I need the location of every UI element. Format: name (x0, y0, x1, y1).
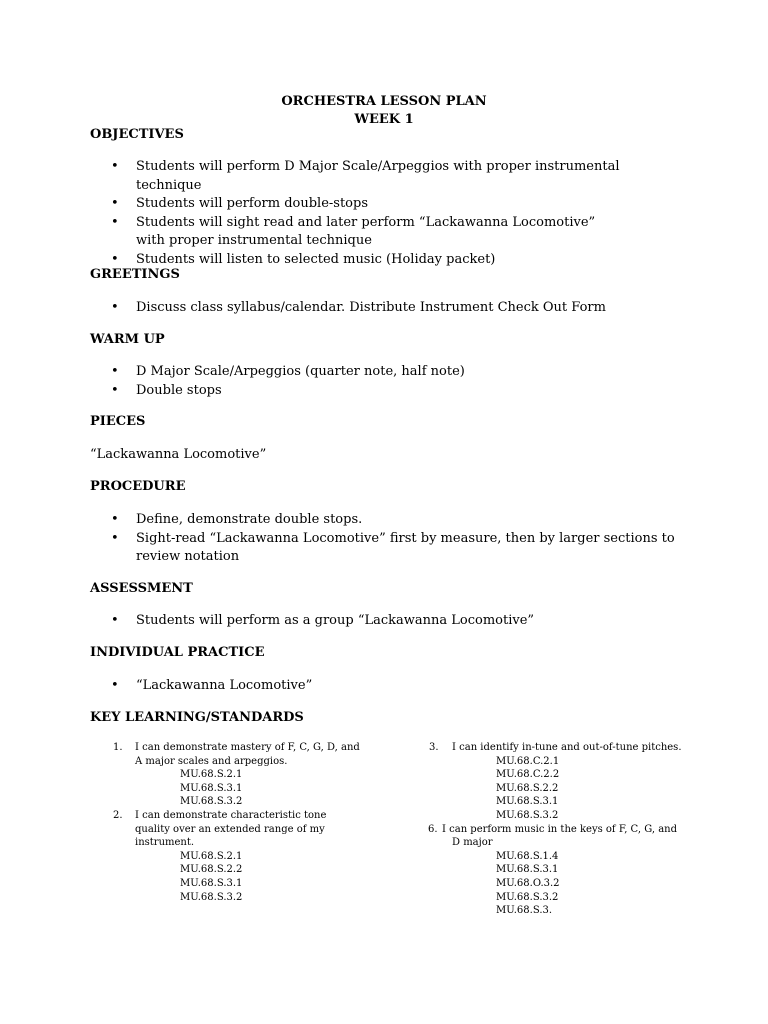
standard-code: MU.68.S.3.1 (180, 877, 243, 889)
standard-code: MU.68.C.2.2 (496, 769, 560, 781)
document-subtitle: WEEK 1 (354, 112, 414, 127)
list-item: • Students will perform double-stops (90, 195, 670, 214)
list-item: • Students will listen to selected music (Holiday packet) (90, 251, 670, 270)
standard-code: MU.68.S.3. (496, 905, 553, 917)
warmup-list (90, 363, 670, 400)
standard-code: MU.68.S.2.2 (496, 782, 559, 794)
standard-code: MU.68.S.3.2 (496, 891, 559, 903)
assessment-heading: ASSESSMENT (90, 581, 193, 596)
standard-item (428, 823, 688, 918)
greetings-heading: GREETINGS (90, 267, 180, 282)
standard-number: 2. (113, 809, 123, 821)
list-item: • Define, demonstrate double stops. (90, 511, 670, 530)
standard-code: MU.68.C.2.1 (496, 755, 560, 767)
standard-codes (135, 768, 373, 809)
pieces-text: “Lackawanna Locomotive” (90, 447, 267, 462)
standard-text: I can perform music in the keys of F, C, G, and D major (442, 823, 677, 849)
standard-code: MU.68.S.1.4 (496, 850, 559, 862)
list-item: • Students will sight read and later perform “Lackawanna Locomotive” with proper instrumental technique (90, 214, 626, 251)
list-item: • Double stops (90, 382, 670, 401)
standard-text: I can demonstrate characteristic tone quality over an extended range of my instrument. (135, 809, 327, 849)
standard-text: I can demonstrate mastery of F, C, G, D, and A major scales and arpeggios. (135, 742, 360, 767)
practice-list (90, 677, 670, 696)
greetings-list (90, 299, 670, 318)
objectives-heading: OBJECTIVES (90, 127, 184, 142)
standard-item (113, 741, 373, 809)
standard-text: I can identify in-tune and out-of-tune pitches. (452, 742, 682, 753)
standards-right-column (428, 741, 688, 918)
standard-code: MU.68.S.3.2 (496, 809, 559, 821)
standard-number: 6. (428, 823, 438, 835)
standard-number: 3. (429, 742, 439, 753)
title-block (0, 93, 768, 129)
document-title: ORCHESTRA LESSON PLAN (281, 94, 487, 109)
pieces-heading: PIECES (90, 414, 146, 429)
warmup-heading: WARM UP (90, 332, 165, 347)
standards-heading: KEY LEARNING/STANDARDS (90, 710, 304, 725)
standard-code: MU.68.S.3.1 (180, 782, 243, 794)
list-item: • D Major Scale/Arpeggios (quarter note, half note) (90, 363, 670, 382)
standard-codes (442, 850, 688, 918)
standard-number: 1. (113, 742, 123, 753)
list-item: • Students will perform D Major Scale/Arpeggios with proper instrumental technique (90, 158, 670, 195)
standard-code: MU.68.S.2.1 (180, 769, 243, 781)
standard-item (428, 741, 688, 823)
standard-code: MU.68.S.2.1 (180, 850, 243, 862)
standard-codes (452, 755, 688, 823)
standard-item (113, 809, 373, 904)
standard-code: MU.68.O.3.2 (496, 877, 560, 889)
standard-code: MU.68.S.3.2 (180, 796, 243, 808)
practice-heading: INDIVIDUAL PRACTICE (90, 645, 265, 660)
standard-code: MU.68.S.2.2 (180, 864, 243, 876)
procedure-list (90, 511, 675, 567)
standard-codes (135, 850, 373, 904)
assessment-list (90, 612, 670, 631)
list-item: • Discuss class syllabus/calendar. Distribute Instrument Check Out Form (90, 299, 670, 318)
standards-left-column (113, 741, 373, 904)
objectives-list (90, 158, 670, 269)
standard-code: MU.68.S.3.2 (180, 891, 243, 903)
list-item: • “Lackawanna Locomotive” (90, 677, 670, 696)
standard-code: MU.68.S.3.1 (496, 796, 559, 808)
list-item: • Students will perform as a group “Lackawanna Locomotive” (90, 612, 670, 631)
standard-code: MU.68.S.3.1 (496, 864, 559, 876)
list-item: • Sight-read “Lackawanna Locomotive” first by measure, then by larger sections to review notation (90, 530, 676, 567)
procedure-heading: PROCEDURE (90, 479, 186, 494)
